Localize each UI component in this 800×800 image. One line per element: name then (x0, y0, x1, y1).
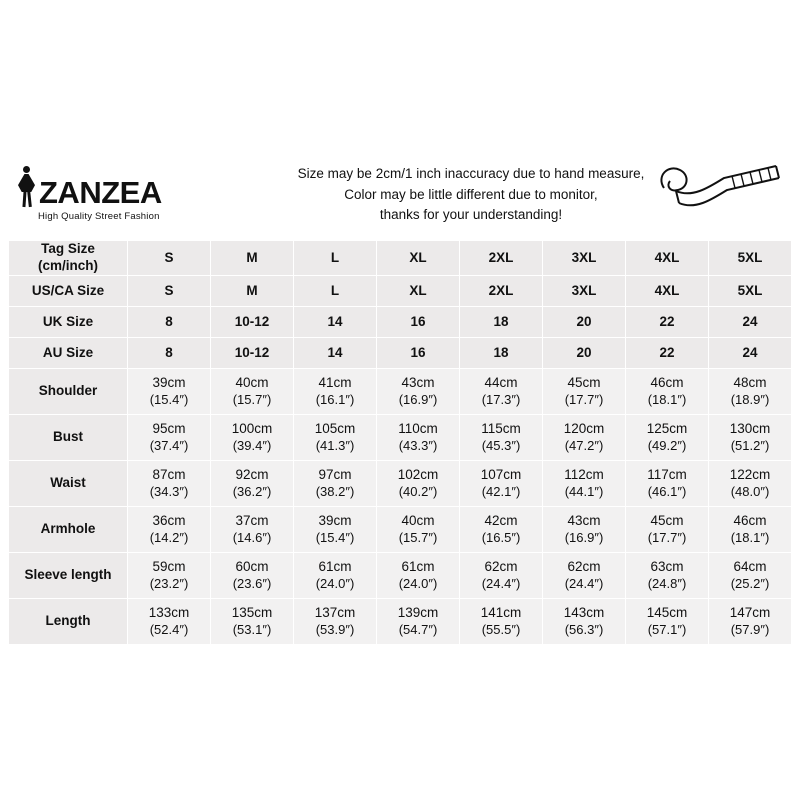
cell-cm: 100cm (231, 421, 273, 437)
cell (543, 598, 626, 644)
cell (377, 460, 460, 506)
cell-inch: (16.5″) (481, 529, 521, 545)
cell-cm: 46cm (650, 375, 684, 391)
cell-inch: (23.6″) (232, 575, 272, 591)
cell: 18 (460, 337, 543, 368)
cell (377, 414, 460, 460)
cell (543, 552, 626, 598)
cell-cm: 110cm (398, 421, 438, 437)
cell-inch: (57.9″) (730, 621, 770, 637)
cell-inch: (14.2″) (149, 529, 189, 545)
cell: M (211, 275, 294, 306)
cell (709, 368, 792, 414)
cell (211, 414, 294, 460)
cell-inch: (51.2″) (730, 437, 770, 453)
cell: L (294, 275, 377, 306)
cell-inch: (24.0″) (315, 575, 355, 591)
silhouette-body (18, 174, 35, 192)
table-row-au-size (9, 337, 792, 368)
cell-inch: (52.4″) (149, 621, 189, 637)
cell-inch: (16.1″) (315, 391, 355, 407)
cell (626, 460, 709, 506)
cell-cm: 62cm (567, 559, 601, 575)
cell (626, 368, 709, 414)
brand-name: ZANZEA (39, 175, 162, 210)
cell-inch: (54.7″) (398, 621, 438, 637)
cell (460, 460, 543, 506)
cell (128, 552, 211, 598)
cell: M (211, 241, 294, 276)
cell (294, 414, 377, 460)
cell: 22 (626, 337, 709, 368)
cell-cm: 48cm (733, 375, 767, 391)
cell-inch: (56.3″) (564, 621, 604, 637)
cell-inch: (41.3″) (315, 437, 355, 453)
brand-tagline: High Quality Street Fashion (38, 211, 160, 222)
table-row-us-ca-size (9, 275, 792, 306)
cell (709, 414, 792, 460)
cell: 14 (294, 337, 377, 368)
cell-cm: 41cm (318, 375, 352, 391)
cell: 3XL (543, 241, 626, 276)
cell-cm: 42cm (484, 513, 518, 529)
cell-inch: (24.0″) (398, 575, 438, 591)
cell-cm: 64cm (733, 559, 767, 575)
row-label-length: Length (9, 598, 128, 644)
cell (626, 506, 709, 552)
cell-cm: 130cm (729, 421, 771, 437)
cell-inch: (44.1″) (564, 483, 604, 499)
cell (377, 368, 460, 414)
cell-cm: 105cm (314, 421, 356, 437)
brand-row (14, 168, 190, 208)
row-label-text: Tag Size (41, 241, 95, 256)
cell-cm: 125cm (646, 421, 688, 437)
cell: 24 (709, 306, 792, 337)
cell-inch: (38.2″) (315, 483, 355, 499)
cell: 16 (377, 337, 460, 368)
table-row-armhole (9, 506, 792, 552)
row-label-au-size: AU Size (9, 337, 128, 368)
cell-inch: (23.2″) (149, 575, 189, 591)
measuring-tape-icon (646, 158, 786, 228)
cell-inch: (42.1″) (481, 483, 521, 499)
size-chart-table (8, 240, 792, 645)
cell: 10-12 (211, 306, 294, 337)
cell-cm: 46cm (733, 513, 767, 529)
cell (543, 368, 626, 414)
cell: 4XL (626, 241, 709, 276)
cell (460, 598, 543, 644)
cell-inch: (15.4″) (315, 529, 355, 545)
cell-inch: (53.1″) (232, 621, 272, 637)
cell (460, 506, 543, 552)
table-row-length (9, 598, 792, 644)
cell-inch: (39.4″) (232, 437, 272, 453)
cell-inch: (45.3″) (481, 437, 521, 453)
cell: 5XL (709, 275, 792, 306)
cell: 5XL (709, 241, 792, 276)
row-label-armhole: Armhole (9, 506, 128, 552)
cell-inch: (15.4″) (149, 391, 189, 407)
cell-inch: (18.1″) (730, 529, 770, 545)
cell-inch: (16.9″) (398, 391, 438, 407)
brand-logo (8, 168, 190, 222)
table-row-uk-size (9, 306, 792, 337)
cell-inch: (24.8″) (647, 575, 687, 591)
cell-cm: 141cm (480, 605, 522, 621)
cell-inch: (15.7″) (232, 391, 272, 407)
cell-cm: 44cm (484, 375, 518, 391)
cell-inch: (14.6″) (232, 529, 272, 545)
cell: 8 (128, 337, 211, 368)
cell: 20 (543, 337, 626, 368)
cell (460, 414, 543, 460)
cell-cm: 143cm (563, 605, 605, 621)
cell (626, 598, 709, 644)
row-label-tag-size (9, 241, 128, 276)
cell (626, 414, 709, 460)
cell-cm: 117cm (647, 467, 687, 483)
cell-inch: (16.9″) (564, 529, 604, 545)
table-row-waist (9, 460, 792, 506)
cell-cm: 92cm (235, 467, 269, 483)
cell-inch: (17.7″) (647, 529, 687, 545)
cell-cm: 62cm (484, 559, 518, 575)
cell-inch: (24.4″) (564, 575, 604, 591)
row-label-waist: Waist (9, 460, 128, 506)
cell-cm: 122cm (729, 467, 771, 483)
cell-cm: 137cm (314, 605, 356, 621)
cell-cm: 107cm (480, 467, 522, 483)
table-row-shoulder (9, 368, 792, 414)
cell (377, 598, 460, 644)
cell-cm: 97cm (318, 467, 352, 483)
cell (211, 552, 294, 598)
cell (128, 368, 211, 414)
cell: S (128, 275, 211, 306)
cell-cm: 112cm (564, 467, 604, 483)
cell-cm: 60cm (235, 559, 269, 575)
silhouette-head (23, 166, 30, 173)
cell-cm: 43cm (567, 513, 601, 529)
cell (128, 506, 211, 552)
cell (294, 506, 377, 552)
cell-cm: 40cm (235, 375, 269, 391)
cell (211, 598, 294, 644)
cell-inch: (40.2″) (398, 483, 438, 499)
cell-inch: (24.4″) (481, 575, 521, 591)
cell-inch: (55.5″) (481, 621, 521, 637)
table-row-sleeve-length (9, 552, 792, 598)
cell-cm: 145cm (646, 605, 688, 621)
cell-cm: 39cm (152, 375, 186, 391)
cell (543, 414, 626, 460)
cell-inch: (25.2″) (730, 575, 770, 591)
cell: 18 (460, 306, 543, 337)
chart-header (8, 150, 792, 240)
cell-cm: 135cm (231, 605, 273, 621)
cell: 20 (543, 306, 626, 337)
cell-inch: (37.4″) (149, 437, 189, 453)
notice-line-1: Size may be 2cm/1 inch inaccuracy due to hand measure, (297, 165, 645, 181)
row-label-shoulder: Shoulder (9, 368, 128, 414)
cell-inch: (17.3″) (481, 391, 521, 407)
cell-cm: 36cm (152, 513, 186, 529)
cell (377, 506, 460, 552)
cell (709, 598, 792, 644)
silhouette-leg-right (27, 191, 32, 207)
cell (294, 598, 377, 644)
cell (128, 598, 211, 644)
cell-cm: 37cm (235, 513, 269, 529)
cell (460, 368, 543, 414)
row-label-sleeve-length: Sleeve length (9, 552, 128, 598)
row-label-us-ca-size: US/CA Size (9, 275, 128, 306)
table-row-tag-size (9, 241, 792, 276)
woman-silhouette-icon (14, 166, 40, 208)
cell-inch: (18.9″) (730, 391, 770, 407)
cell (294, 552, 377, 598)
cell-inch: (48.0″) (730, 483, 770, 499)
cell-inch: (36.2″) (232, 483, 272, 499)
cell-inch: (43.3″) (398, 437, 438, 453)
cell (709, 552, 792, 598)
row-label-subtext: (cm/inch) (37, 257, 98, 273)
cell (128, 414, 211, 460)
cell-cm: 95cm (152, 421, 186, 437)
cell (211, 368, 294, 414)
row-label-bust: Bust (9, 414, 128, 460)
cell: L (294, 241, 377, 276)
cell (709, 460, 792, 506)
cell-cm: 120cm (563, 421, 605, 437)
cell-cm: 87cm (152, 467, 186, 483)
cell-inch: (57.1″) (647, 621, 687, 637)
silhouette-leg-left (22, 191, 26, 207)
cell-inch: (18.1″) (647, 391, 687, 407)
cell: 4XL (626, 275, 709, 306)
cell-cm: 61cm (318, 559, 352, 575)
cell-cm: 102cm (397, 467, 439, 483)
cell (377, 552, 460, 598)
cell-inch: (15.7″) (398, 529, 438, 545)
table-row-bust (9, 414, 792, 460)
cell (626, 552, 709, 598)
cell (211, 460, 294, 506)
cell: XL (377, 241, 460, 276)
cell: S (128, 241, 211, 276)
cell-cm: 45cm (650, 513, 684, 529)
cell (709, 506, 792, 552)
notice-line-2: Color may be little different due to monitor, (344, 186, 598, 202)
cell-cm: 139cm (397, 605, 439, 621)
notice-line-3: thanks for your understanding! (379, 207, 563, 223)
size-chart-body (9, 241, 792, 645)
cell (211, 506, 294, 552)
cell-inch: (46.1″) (647, 483, 687, 499)
cell (294, 368, 377, 414)
cell (543, 506, 626, 552)
cell: 16 (377, 306, 460, 337)
cell: 3XL (543, 275, 626, 306)
cell: XL (377, 275, 460, 306)
row-label-uk-size: UK Size (9, 306, 128, 337)
cell-cm: 61cm (401, 559, 435, 575)
cell-inch: (17.7″) (564, 391, 604, 407)
cell-cm: 115cm (481, 421, 521, 437)
cell: 10-12 (211, 337, 294, 368)
cell-inch: (47.2″) (564, 437, 604, 453)
cell: 2XL (460, 275, 543, 306)
cell (128, 460, 211, 506)
cell-cm: 39cm (318, 513, 352, 529)
cell-cm: 59cm (152, 559, 186, 575)
cell: 14 (294, 306, 377, 337)
cell (294, 460, 377, 506)
cell: 8 (128, 306, 211, 337)
cell: 24 (709, 337, 792, 368)
cell (543, 460, 626, 506)
cell (460, 552, 543, 598)
cell-inch: (34.3″) (149, 483, 189, 499)
cell-cm: 43cm (401, 375, 435, 391)
cell-cm: 45cm (567, 375, 601, 391)
cell-cm: 147cm (729, 605, 771, 621)
cell-inch: (49.2″) (647, 437, 687, 453)
cell: 22 (626, 306, 709, 337)
cell-cm: 40cm (401, 513, 435, 529)
cell-cm: 133cm (148, 605, 190, 621)
cell-cm: 63cm (650, 559, 684, 575)
cell-inch: (53.9″) (315, 621, 355, 637)
cell: 2XL (460, 241, 543, 276)
size-chart-container (8, 150, 792, 645)
